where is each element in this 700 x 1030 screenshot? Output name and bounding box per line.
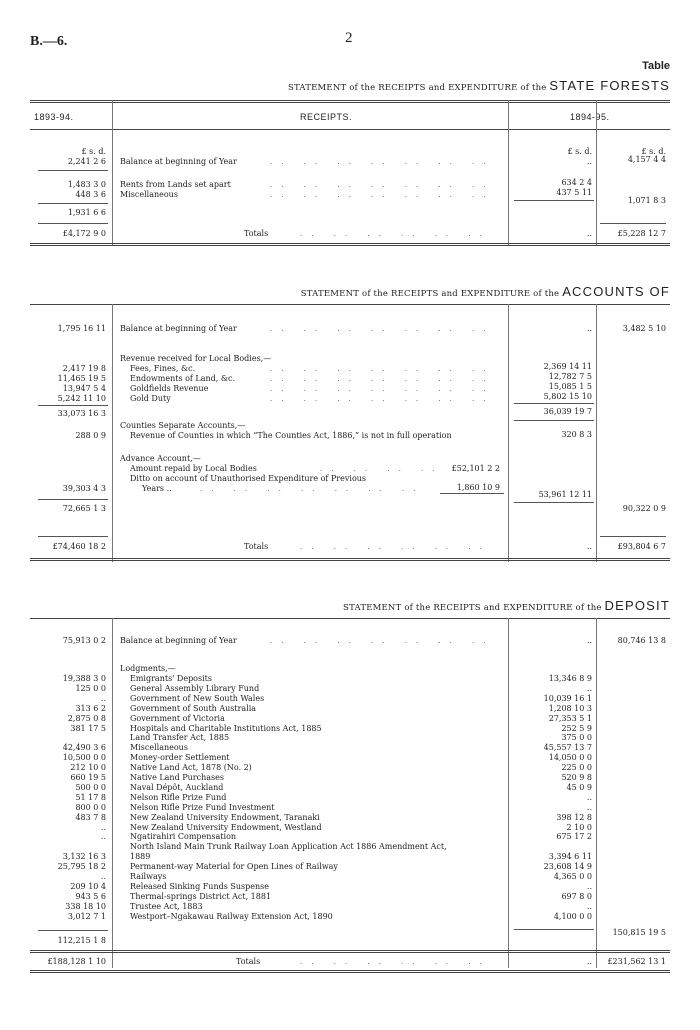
amount-cell: £52,101 2 2 bbox=[451, 464, 500, 473]
amount-cell: .. bbox=[100, 832, 106, 842]
row-label: Thermal-springs District Act, 1881 bbox=[130, 891, 272, 901]
amount-cell: 2,417 19 8 bbox=[62, 364, 106, 373]
amount-cell: 2 10 0 bbox=[566, 822, 592, 832]
amount-cell: .. bbox=[586, 324, 592, 333]
row-label: Balance at beginning of Year bbox=[120, 636, 237, 645]
row-label: Money-order Settlement bbox=[130, 753, 230, 763]
table-label: Table bbox=[642, 60, 670, 72]
row-label: Gold Duty bbox=[130, 394, 171, 403]
row-label: Fees, Fines, &c. bbox=[130, 364, 196, 373]
lsd-header: £ s. d. bbox=[567, 147, 592, 156]
row-label: Government of Victoria bbox=[130, 713, 225, 723]
amount-cell: 3,132 16 3 bbox=[62, 852, 106, 862]
amount-cell: 13,947 5 4 bbox=[62, 384, 106, 393]
amount-cell: .. bbox=[100, 693, 106, 703]
row-label: Native Land Purchases bbox=[130, 773, 224, 782]
amount-cell: 27,353 5 1 bbox=[548, 713, 592, 723]
row-label: Native Land Act, 1878 (No. 2) bbox=[130, 763, 252, 773]
amount-cell: 10,500 0 0 bbox=[62, 753, 106, 763]
amount-cell: 1,860 10 9 bbox=[456, 483, 500, 492]
row-label: Revenue of Counties in which “The Counties Act, 1886,” is not in full operation bbox=[130, 431, 452, 440]
amount-cell: 14,050 0 0 bbox=[548, 753, 592, 763]
row-label: Hospitals and Charitable Institutions Act, 1885 bbox=[130, 723, 322, 733]
total-cell: £4,172 9 0 bbox=[62, 229, 106, 238]
page-reference: B.—6. bbox=[30, 34, 68, 49]
amount-cell: 2,241 2 6 bbox=[67, 157, 106, 166]
amount-cell: 4,157 4 4 bbox=[627, 155, 666, 164]
total-cell: £188,128 1 10 bbox=[47, 957, 106, 966]
amount-cell: 3,012 7 1 bbox=[67, 911, 106, 921]
local-bodies-table: 1,795 16 11 Balance at beginning of Year .. .. .. .. .. .. .. .. 3,482 5 10 Revenue received for Local Bodies,— 2,417 19 8 Fees, Fines, &c. .. .. .. .. .. .. .. 2,369 14 11 11,465 19 5 Endowments of Land, &c. .. .. .. .. .. .. .. 12,782 7 5 13,947 5 4 Goldfields Revenue .. .. .. .. .. .. .. 15,085 1 5 5,242 11 10 Gold Duty .. .. .. .. .. .. .. 5,802 15 10 33,073 16 3 36,039 19 7 Counties Separate Accounts,— 288 0 9 Revenue of Counties in which “The Counties Act, 1886,” is not in full operation 320 8 3 Advance Account,— Amount repaid by Local Bodies .. .. .. .. £52,101 2 2 Ditto on account of Unauthorised Expenditure of Previous 39,303 4 3 Years .. .. .. .. .. .. .. .. 1,860 10 9 53,961 12 11 72,665 1 3 90,322 0 9 £74,460 18 2 Totals .. .. .. .. .. .. .. £93,804 6 7 bbox=[30, 304, 670, 566]
amount-cell: .. bbox=[586, 881, 592, 891]
section-title-accounts-of: STATEMENT of the RECEIPTS and EXPENDITURE of the ACCOUNTS OF bbox=[300, 284, 670, 299]
subtotal-cell: 112,215 1 8 bbox=[57, 936, 106, 945]
amount-cell: 25,795 18 2 bbox=[57, 862, 106, 872]
amount-cell: 943 5 6 bbox=[75, 891, 106, 901]
row-label: Released Sinking Funds Suspense bbox=[130, 881, 269, 891]
amount-cell: 1,931 6 6 bbox=[67, 208, 106, 217]
amount-cell: 252 5 9 bbox=[561, 723, 592, 733]
subtotal-cell: 33,073 16 3 bbox=[57, 409, 106, 418]
section-title-state-forests: STATEMENT of the RECEIPTS and EXPENDITURE of the STATE FORESTS bbox=[287, 78, 670, 93]
amount-cell: 209 10 4 bbox=[70, 881, 106, 891]
amount-cell: 483 7 8 bbox=[75, 812, 106, 822]
amount-cell: 697 8 0 bbox=[561, 891, 592, 901]
amount-cell: 51 17 8 bbox=[75, 792, 106, 802]
amount-cell: .. bbox=[586, 901, 592, 911]
amount-cell: 12,782 7 5 bbox=[548, 372, 592, 381]
row-label: Endowments of Land, &c. bbox=[130, 374, 236, 383]
row-label: Government of New South Wales bbox=[130, 693, 265, 703]
amount-cell: 13,346 8 9 bbox=[548, 674, 592, 683]
amount-cell: .. bbox=[586, 157, 592, 166]
row-label: Emigrants' Deposits bbox=[130, 674, 212, 683]
amount-cell: 150,815 19 5 bbox=[612, 928, 666, 937]
row-label: Balance at beginning of Year bbox=[120, 157, 237, 166]
state-forests-table: 1893-94. RECEIPTS. 1894-95. £ s. d. £ s. d. £ s. d. 2,241 2 6 Balance at beginning of Year .. .. .. .. .. .. .. .. 4,157 4 4 1,483 3 0 Rents from Lands set apart .. .. .. .. .. .. .. 634 2 4 448 3 6 Miscellaneous .. .. .. .. .. .. .. 437 5 11 1,071 8 3 1,931 6 6 £4,172 9 0 Totals .. .. .. .. .. .. .. £5,228 12 7 bbox=[30, 100, 670, 250]
amount-cell: .. bbox=[100, 822, 106, 832]
amount-cell: 288 0 9 bbox=[75, 431, 106, 440]
amount-cell: 80,746 13 8 bbox=[617, 636, 666, 645]
page-number: 2 bbox=[345, 30, 353, 46]
amount-cell: 800 0 0 bbox=[75, 802, 106, 812]
row-label: Miscellaneous bbox=[120, 190, 178, 199]
amount-cell: 42,490 3 6 bbox=[62, 743, 106, 753]
amount-cell: 11,465 19 5 bbox=[57, 374, 106, 383]
amount-cell: 39,303 4 3 bbox=[62, 484, 106, 493]
lsd-header: £ s. d. bbox=[641, 147, 666, 156]
row-label: New Zealand University Endowment, Westland bbox=[130, 822, 322, 832]
row-label: Nelson Rifle Prize Fund bbox=[130, 792, 227, 802]
amount-cell: 437 5 11 bbox=[556, 188, 592, 197]
row-label: Permanent-way Material for Open Lines of Railway bbox=[130, 862, 338, 872]
amount-cell: .. bbox=[586, 957, 592, 966]
amount-cell: 381 17 5 bbox=[70, 723, 106, 733]
amount-cell: 1,483 3 0 bbox=[67, 180, 106, 189]
amount-cell: 338 18 10 bbox=[65, 901, 106, 911]
total-cell: £5,228 12 7 bbox=[617, 229, 666, 238]
amount-cell: 4,365 0 0 bbox=[553, 872, 592, 881]
row-label: Naval Dépôt, Auckland bbox=[130, 782, 224, 792]
amount-cell: 4,100 0 0 bbox=[553, 911, 592, 921]
amount-cell: 2,369 14 11 bbox=[543, 362, 592, 371]
amount-cell: 75,913 0 2 bbox=[62, 636, 106, 645]
row-label: New Zealand University Endowment, Taranaki bbox=[130, 812, 320, 822]
amount-cell: 125 0 0 bbox=[75, 683, 106, 693]
amount-cell: 5,802 15 10 bbox=[543, 392, 592, 401]
section-title-deposit: STATEMENT of the RECEIPTS and EXPENDITURE of the DEPOSIT bbox=[343, 598, 670, 613]
amount-cell: 313 6 2 bbox=[75, 703, 106, 713]
row-label: Years .. bbox=[142, 484, 172, 493]
amount-cell: 225 0 0 bbox=[561, 763, 592, 773]
total-cell: £231,562 13 1 bbox=[607, 957, 666, 966]
amount-cell: 5,242 11 10 bbox=[57, 394, 106, 403]
group-heading: Revenue received for Local Bodies,— bbox=[120, 354, 272, 363]
amount-cell: 72,665 1 3 bbox=[62, 504, 106, 513]
amount-cell: 320 8 3 bbox=[561, 430, 592, 439]
total-cell: £93,804 6 7 bbox=[617, 542, 666, 551]
amount-cell: .. bbox=[586, 802, 592, 812]
amount-cell: .. bbox=[586, 792, 592, 802]
amount-cell: 90,322 0 9 bbox=[622, 504, 666, 513]
amount-cell: .. bbox=[586, 683, 592, 693]
amount-cell: 1,071 8 3 bbox=[627, 196, 666, 205]
subtotal-cell: 36,039 19 7 bbox=[543, 407, 592, 416]
row-label: Railways bbox=[130, 872, 167, 881]
amount-cell: 520 9 8 bbox=[561, 773, 592, 782]
row-label: Land Transfer Act, 1885 bbox=[130, 733, 230, 743]
amount-cell: 3,394 6 11 bbox=[548, 852, 592, 862]
amount-cell: 10,039 16 1 bbox=[543, 693, 592, 703]
amount-cell: 2,875 0 8 bbox=[67, 713, 106, 723]
row-label: Miscellaneous bbox=[130, 743, 188, 753]
amount-cell: 45 0 9 bbox=[566, 782, 592, 792]
amount-cell: 500 0 0 bbox=[75, 782, 106, 792]
amount-cell: 1,208 10 3 bbox=[548, 703, 592, 713]
row-label: Amount repaid by Local Bodies bbox=[130, 464, 257, 473]
row-label: Balance at beginning of Year bbox=[120, 324, 237, 333]
amount-cell: 45,557 13 7 bbox=[543, 743, 592, 753]
total-cell: £74,460 18 2 bbox=[52, 542, 106, 551]
amount-cell: 448 3 6 bbox=[75, 190, 106, 199]
row-label: Westport–Ngakawau Railway Extension Act, 1890 bbox=[130, 911, 333, 921]
row-label: Rents from Lands set apart bbox=[120, 180, 231, 189]
row-label: Trustee Act, 1883 bbox=[130, 901, 203, 911]
amount-cell: .. bbox=[586, 542, 592, 551]
row-label: Goldfields Revenue bbox=[130, 384, 209, 393]
deposit-table: 75,913 0 2 Balance at beginning of Year .. .. .. .. .. .. .. .. 80,746 13 8 Lodgments,— 19,388 3 0 Emigrants' Deposits 13,346 8 9 125 0 0 General Assembly Library Fund .. .. Government of New South Wales 10,039 16 1 313 6 2 Government of South Australia 1,208 10 3 2,875 0 8 Government of Victoria 27,353 5 1 381 17 5 Hospitals and Charitable Institutions Act, 1885 252 5 9 Land Transfer Act, 1885 375 0 0 42,490 3 6 Miscellaneous 45,557 13 7 10,500 0 0 Money-order Settlement 14,050 0 0 212 10 0 Native Land Act, 1878 (No. 2) 225 0 0 660 19 5 Native Land Purchases 520 9 8 500 0 0 Naval Dépôt, Auckland 45 0 9 51 17 8 Nelson Rifle Prize Fund .. 800 0 0 Nelson Rifle Prize Fund Investment .. 483 7 8 New Zealand University Endowment, Taranaki 398 12 8 .. New Zealand University Endowment, Westland 2 10 0 .. Ngatirahiri Compensation 675 17 2 North Island Main Trunk Railway Loan Application Act 1886 Amendment Act, 3,132 16 3 1889 3,394 6 11 25,795 18 2 Permanent-way Material for Open Lines of Railway 23,608 14 9 .. Railways 4,365 0 0 209 10 4 Released Sinking Funds Suspense .. 943 5 6 Thermal-springs District Act, 1881 697 8 0 338 18 10 Trustee Act, 1883 .. 3,012 7 1 Westport–Ngakawau Railway Extension Act, 1890 4,100 0 0 150,815 19 5 112,215 1 8 £188,128 1 10 Totals .. .. .. .. .. .. .. £231,562 13 1 bbox=[30, 618, 670, 1010]
amount-cell: 398 12 8 bbox=[556, 812, 592, 822]
amount-cell: 53,961 12 11 bbox=[538, 490, 592, 499]
amount-cell: 375 0 0 bbox=[561, 733, 592, 743]
row-label: General Assembly Library Fund bbox=[130, 683, 260, 693]
amount-cell: 23,608 14 9 bbox=[543, 862, 592, 872]
totals-label: Totals bbox=[244, 542, 269, 551]
amount-cell: .. bbox=[100, 872, 106, 881]
row-label: Ngatirahiri Compensation bbox=[130, 832, 237, 842]
group-heading: Counties Separate Accounts,— bbox=[120, 421, 246, 430]
row-label: Ditto on account of Unauthorised Expenditure of Previous bbox=[130, 474, 367, 483]
row-label: Government of South Australia bbox=[130, 703, 257, 713]
totals-label: Totals bbox=[244, 229, 269, 238]
amount-cell: 1,795 16 11 bbox=[57, 324, 106, 333]
year-header-1893: 1893-94. bbox=[34, 112, 74, 122]
amount-cell: 675 17 2 bbox=[556, 832, 592, 842]
amount-cell: 212 10 0 bbox=[70, 763, 106, 773]
amount-cell: 3,482 5 10 bbox=[622, 324, 666, 333]
group-heading: Advance Account,— bbox=[120, 454, 201, 463]
amount-cell: .. bbox=[586, 636, 592, 645]
amount-cell: 634 2 4 bbox=[561, 178, 592, 187]
amount-cell: .. bbox=[586, 229, 592, 238]
amount-cell: 19,388 3 0 bbox=[62, 674, 106, 683]
row-label: 1889 bbox=[130, 852, 151, 862]
lsd-header: £ s. d. bbox=[81, 147, 106, 156]
receipts-header: RECEIPTS. bbox=[300, 112, 353, 122]
group-heading: Lodgments,— bbox=[120, 664, 176, 673]
amount-cell: 15,085 1 5 bbox=[548, 382, 592, 391]
totals-label: Totals bbox=[236, 957, 261, 966]
year-header-1894: 1894-95. bbox=[570, 112, 610, 122]
amount-cell: 660 19 5 bbox=[70, 773, 106, 782]
row-label: Nelson Rifle Prize Fund Investment bbox=[130, 802, 275, 812]
row-label: North Island Main Trunk Railway Loan Application Act 1886 Amendment Act, bbox=[130, 842, 447, 852]
